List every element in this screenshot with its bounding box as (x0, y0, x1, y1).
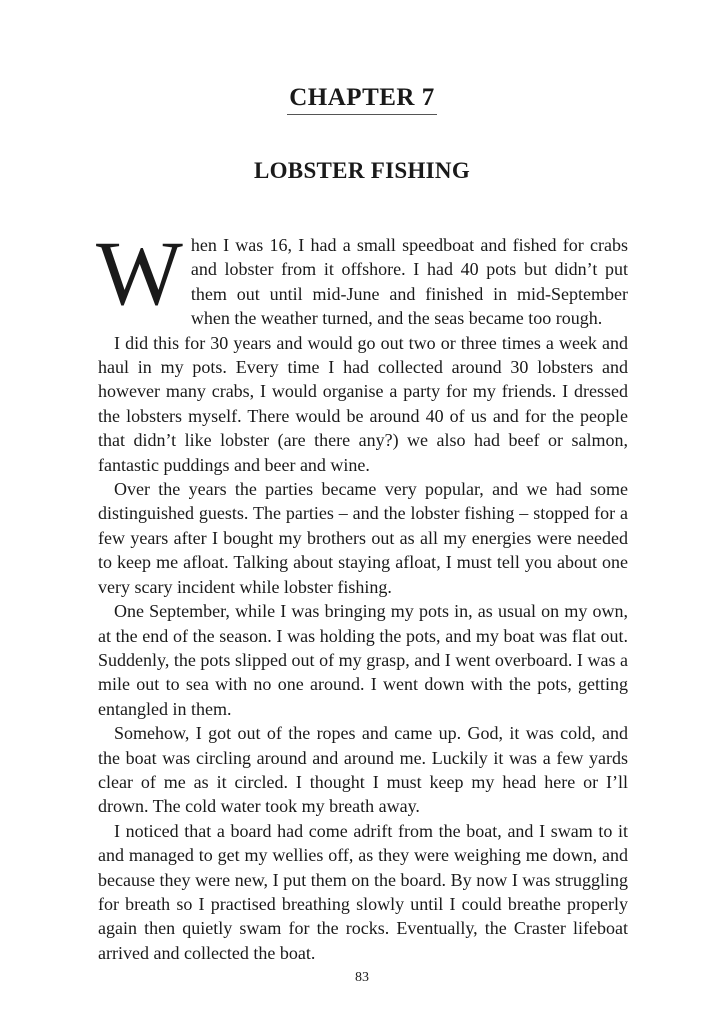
drop-cap: W (96, 222, 183, 324)
page-number: 83 (355, 970, 369, 985)
paragraph-6: I noticed that a board had come adrift from the boat, and I swam to it and managed to get my wellies off, as they were weighing me down, and because they were new, I put them on the board. By now I was struggling for breath so I practised breathing slowly until I could breathe properly again then quietly swam for the rocks. Eventually, the Craster lifeboat arrived and collected the boat. (98, 820, 628, 963)
paragraph-1-text: hen I was 16, I had a small speedboat and fished for crabs and lobster from it offshore. I had 40 pots but didn’t put them out until mid-June and finished in mid-September when the weather turned, and the seas became too rough. (190, 235, 628, 329)
chapter-title: LOBSTER FISHING (253, 158, 471, 183)
paragraph-4: One September, while I was bringing my pots in, as usual on my own, at the end of the season. I was holding the pots, and my boat was flat out. Suddenly, the pots slipped out of my grasp, and I went overboard. I was a mile out to sea with no one around. I went down with the pots, getting entangled in them. (98, 601, 628, 719)
paragraph-1 (96, 222, 628, 331)
paragraph-3: Over the years the parties became very popular, and we had some distinguished guests. The parties – and the lobster fishing – stopped for a few years after I bought my brothers out as all my energies were needed to keep me afloat. Talking about staying afloat, I must tell you about one very scary incident while lobster fishing. (98, 479, 628, 597)
paragraph-5: Somehow, I got out of the ropes and came up. God, it was cold, and the boat was circling around and around me. Luckily it was a few yards clear of me as it circled. I thought I must keep my head here or I’ll drown. The cold water took my breath away. (98, 723, 628, 817)
paragraph-2: I did this for 30 years and would go out two or three times a week and haul in my pots. Every time I had collected around 30 lobsters and however many crabs, I would organise a party for my friends. I dressed the lobsters myself. There would be around 40 of us and for the people that didn’t like lobster (are there any?) we also had beef or salmon, fantastic puddings and beer and wine. (98, 332, 628, 475)
chapter-number (0, 84, 724, 115)
chapter-body (96, 222, 628, 965)
chapter-number-label: CHAPTER 7 (287, 84, 436, 115)
